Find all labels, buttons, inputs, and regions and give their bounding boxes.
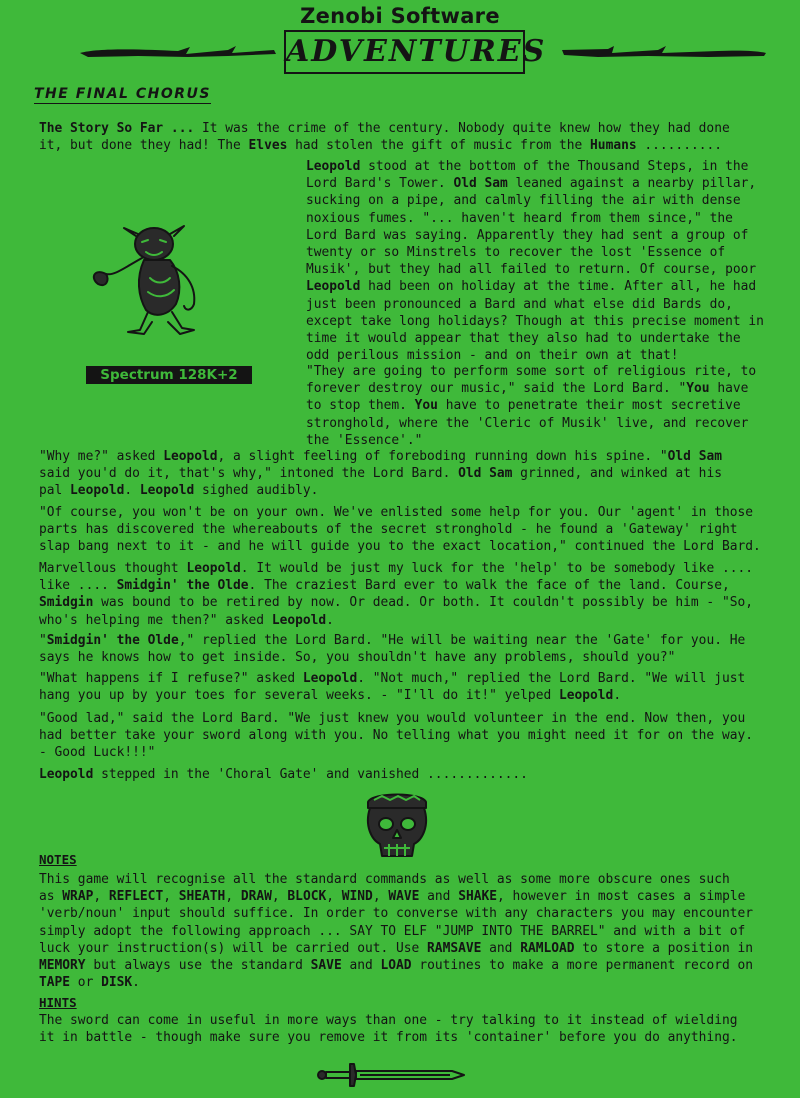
text-run: who's helping me then?" asked	[39, 612, 272, 628]
text-run: "Of course, you won't be on your own. We've enlisted some help for you. Our 'agent' in those	[39, 505, 753, 520]
text-run: .	[132, 975, 140, 991]
hints-text	[39, 1012, 737, 1046]
story-paragraph-4	[39, 448, 722, 500]
text-run: 'verb/noun' input should suffice. In order to converse with any characters you may encounter	[39, 906, 753, 922]
text-run: odd perilous mission - and on their own at that!	[306, 348, 679, 364]
text-run: ,	[225, 889, 241, 905]
highlighted-word: You	[686, 381, 710, 397]
text-run: "What happens if I refuse?" asked	[39, 671, 303, 686]
text-run: This game will recognise all the standard commands as well as some more obscure ones such	[39, 872, 730, 887]
text-run: and	[419, 889, 459, 905]
text-run: time it would appear that they also had to undertake the	[306, 331, 741, 347]
brush-stroke-left-icon	[78, 44, 278, 60]
highlighted-word: Leopold	[271, 612, 327, 628]
series-title: ADVENTURES	[284, 30, 525, 74]
text-run: to store a position in	[574, 940, 754, 956]
highlighted-word: Leopold	[186, 561, 241, 576]
text-run: except take long holidays? Though at this precise moment in	[306, 313, 764, 329]
brush-stroke-right-icon	[558, 44, 768, 60]
text-run: luck your instruction(s) will be carried out. Use	[39, 940, 428, 956]
text-run: "Why me?" asked	[39, 449, 164, 464]
text-run: or	[70, 975, 102, 991]
text-run: Lord Bard's Tower.	[306, 176, 454, 192]
text-run: and	[481, 940, 521, 956]
skull-illustration-icon	[362, 786, 432, 862]
text-run: it in battle - though make sure you remove it from its 'container' before you do anything.	[39, 1030, 738, 1046]
text-run: , a slight feeling of foreboding running down his spine. "	[217, 449, 668, 464]
text-run: , however in most cases a simple	[497, 889, 746, 905]
highlighted-word: Old Sam	[453, 176, 508, 192]
story-paragraph-3	[306, 363, 756, 449]
text-run: just been pronounced a Bard and what else did Bards do,	[306, 296, 733, 312]
text-run: simply adopt the following approach ... SAY TO ELF "JUMP INTO THE BARREL" and with a bit of	[39, 923, 746, 939]
highlighted-word: Leopold	[139, 483, 195, 499]
highlighted-word: Leopold	[306, 159, 361, 174]
text-run: - Good Luck!!!"	[39, 745, 156, 761]
text-run: twenty or so Minstrels to recover the lost 'Essence of	[306, 245, 726, 261]
goblin-illustration-icon	[84, 218, 234, 340]
highlighted-word: Leopold	[558, 688, 614, 704]
text-run: says he knows how to get inside. So, you shouldn't have any problems, should you?"	[39, 650, 676, 666]
story-paragraph-10	[39, 766, 528, 783]
highlighted-word: Smidgin' the Olde	[46, 633, 179, 648]
text-run: pal	[39, 483, 71, 499]
text-run: "	[39, 633, 47, 648]
notes-heading: NOTES	[39, 852, 77, 867]
story-paragraph-8	[39, 670, 745, 704]
highlighted-word: Leopold	[302, 671, 358, 686]
highlighted-word: RAMLOAD	[520, 940, 575, 956]
text-run: hang you up by your toes for several weeks. - "I'll do it!" yelped	[39, 688, 559, 704]
notes-text	[39, 871, 753, 991]
text-run: but always use the standard	[85, 958, 311, 974]
highlighted-word: Smidgin' the Olde	[116, 578, 249, 594]
highlighted-word: Old Sam	[667, 449, 722, 464]
highlighted-word: WRAP	[62, 889, 94, 905]
highlighted-word: LOAD	[380, 958, 412, 974]
text-run: said you'd do it, that's why," intoned the Lord Bard.	[39, 466, 459, 482]
game-title: THE FINAL CHORUS	[34, 86, 211, 102]
highlighted-word: Old Sam	[458, 466, 513, 482]
highlighted-word: Leopold	[163, 449, 218, 464]
text-run: was bound to be retired by now. Or dead. Or both. It couldn't possibly be him - "So,	[93, 595, 753, 611]
text-run: . It would be just my luck for the 'help' to be somebody like ....	[240, 561, 754, 576]
highlighted-word: Leopold	[306, 279, 361, 295]
text-run: ," replied the Lord Bard. "He will be waiting near the 'Gate' for you. He	[178, 633, 746, 648]
highlighted-word: SAVE	[310, 958, 342, 974]
text-run: the 'Essence'."	[306, 432, 423, 448]
hints-heading: HINTS	[39, 995, 77, 1010]
text-run: leaned against a nearby pillar,	[507, 176, 757, 192]
text-run: slap bang next to it - and he will guide you to the exact location," continued the Lord Bard.	[39, 539, 761, 555]
highlighted-word: Smidgin	[39, 595, 94, 611]
text-run: have	[709, 381, 749, 397]
highlighted-word: TAPE	[39, 975, 71, 991]
text-run: and	[341, 958, 381, 974]
text-run: "They are going to perform some sort of religious rite, to	[306, 364, 757, 379]
text-run: ,	[93, 889, 109, 905]
adventures-banner	[78, 28, 768, 76]
text-run: ,	[163, 889, 179, 905]
text-run: parts has discovered the whereabouts of the secret stronghold - he found a 'Gateway' right	[39, 522, 738, 538]
story-paragraph-9	[39, 710, 753, 762]
highlighted-word: BLOCK	[287, 889, 327, 905]
text-run: ,	[271, 889, 288, 905]
text-run: sucking on a pipe, and calmly filling the air with dense	[306, 193, 741, 209]
text-run: like ....	[39, 578, 117, 594]
text-run: sighed audibly.	[194, 483, 319, 499]
highlighted-word: Leopold	[70, 483, 125, 499]
highlighted-word: REFLECT	[108, 889, 164, 905]
highlighted-word: MEMORY	[39, 958, 86, 974]
text-run: stood at the bottom of the Thousand Steps, in the	[360, 159, 749, 174]
highlighted-word: Leopold	[39, 767, 94, 782]
story-paragraph-5	[39, 504, 761, 556]
text-run: .	[613, 688, 622, 704]
platform-badge: Spectrum 128K+2	[86, 366, 252, 384]
text-run: noxious fumes. "... haven't heard from them since," the	[306, 210, 733, 226]
story-paragraph-6	[39, 560, 753, 629]
highlighted-word: You	[414, 398, 438, 414]
text-run: ,	[372, 889, 389, 905]
sword-illustration-icon	[316, 1060, 466, 1090]
highlighted-word: RAMSAVE	[427, 940, 482, 956]
text-run: Musik', but they had all failed to return. Of course, poor	[306, 262, 757, 278]
text-run: ,	[326, 889, 342, 905]
text-run: stronghold, where the 'Cleric of Musik' live, and recover	[306, 415, 749, 431]
text-run: . "Not much," replied the Lord Bard. "We will just	[357, 671, 746, 686]
highlighted-word: SHEATH	[178, 889, 226, 905]
text-run: as	[39, 889, 63, 905]
text-run: to stop them.	[306, 398, 415, 414]
text-run: .	[326, 612, 334, 628]
text-run: have to penetrate their most secretive	[437, 398, 741, 414]
highlighted-word: SHAKE	[458, 889, 498, 905]
story-paragraph-7	[39, 632, 745, 666]
text-run: routines to make a more permanent record on	[411, 958, 754, 974]
company-name: Zenobi Software	[300, 4, 500, 28]
text-run: forever destroy our music," said the Lord Bard. "	[306, 381, 687, 397]
text-run: .	[124, 483, 140, 499]
story-paragraph-2	[306, 158, 764, 364]
text-run: Lord Bard was saying. Apparently they had sent a group of	[306, 227, 749, 243]
highlighted-word: DISK	[101, 975, 133, 991]
text-run: Marvellous thought	[39, 561, 187, 576]
text-run: stepped in the 'Choral Gate' and vanished .............	[93, 767, 528, 782]
text-run: The sword can come in useful in more ways than one - try talking to it instead of wielding	[39, 1013, 738, 1028]
text-run: "Good lad," said the Lord Bard. "We just knew you would volunteer in the end. Now then, you	[39, 711, 746, 726]
text-run: grinned, and winked at his	[512, 466, 722, 482]
highlighted-word: WAVE	[388, 889, 420, 905]
text-run: . The craziest Bard ever to walk the face of the land. Course,	[248, 578, 730, 594]
text-run: had better take your sword along with you. No telling what you might need it for on the way.	[39, 728, 753, 744]
highlighted-word: DRAW	[240, 889, 272, 905]
highlighted-word: WIND	[341, 889, 373, 905]
story-intro: The Story So Far ... It was the crime of the century. Nobody quite knew how they had done it, but done they had! The Elves had stolen the gift of music from the Humans ..........	[39, 121, 730, 154]
text-run: had been on holiday at the time. After all, he had	[360, 279, 757, 295]
